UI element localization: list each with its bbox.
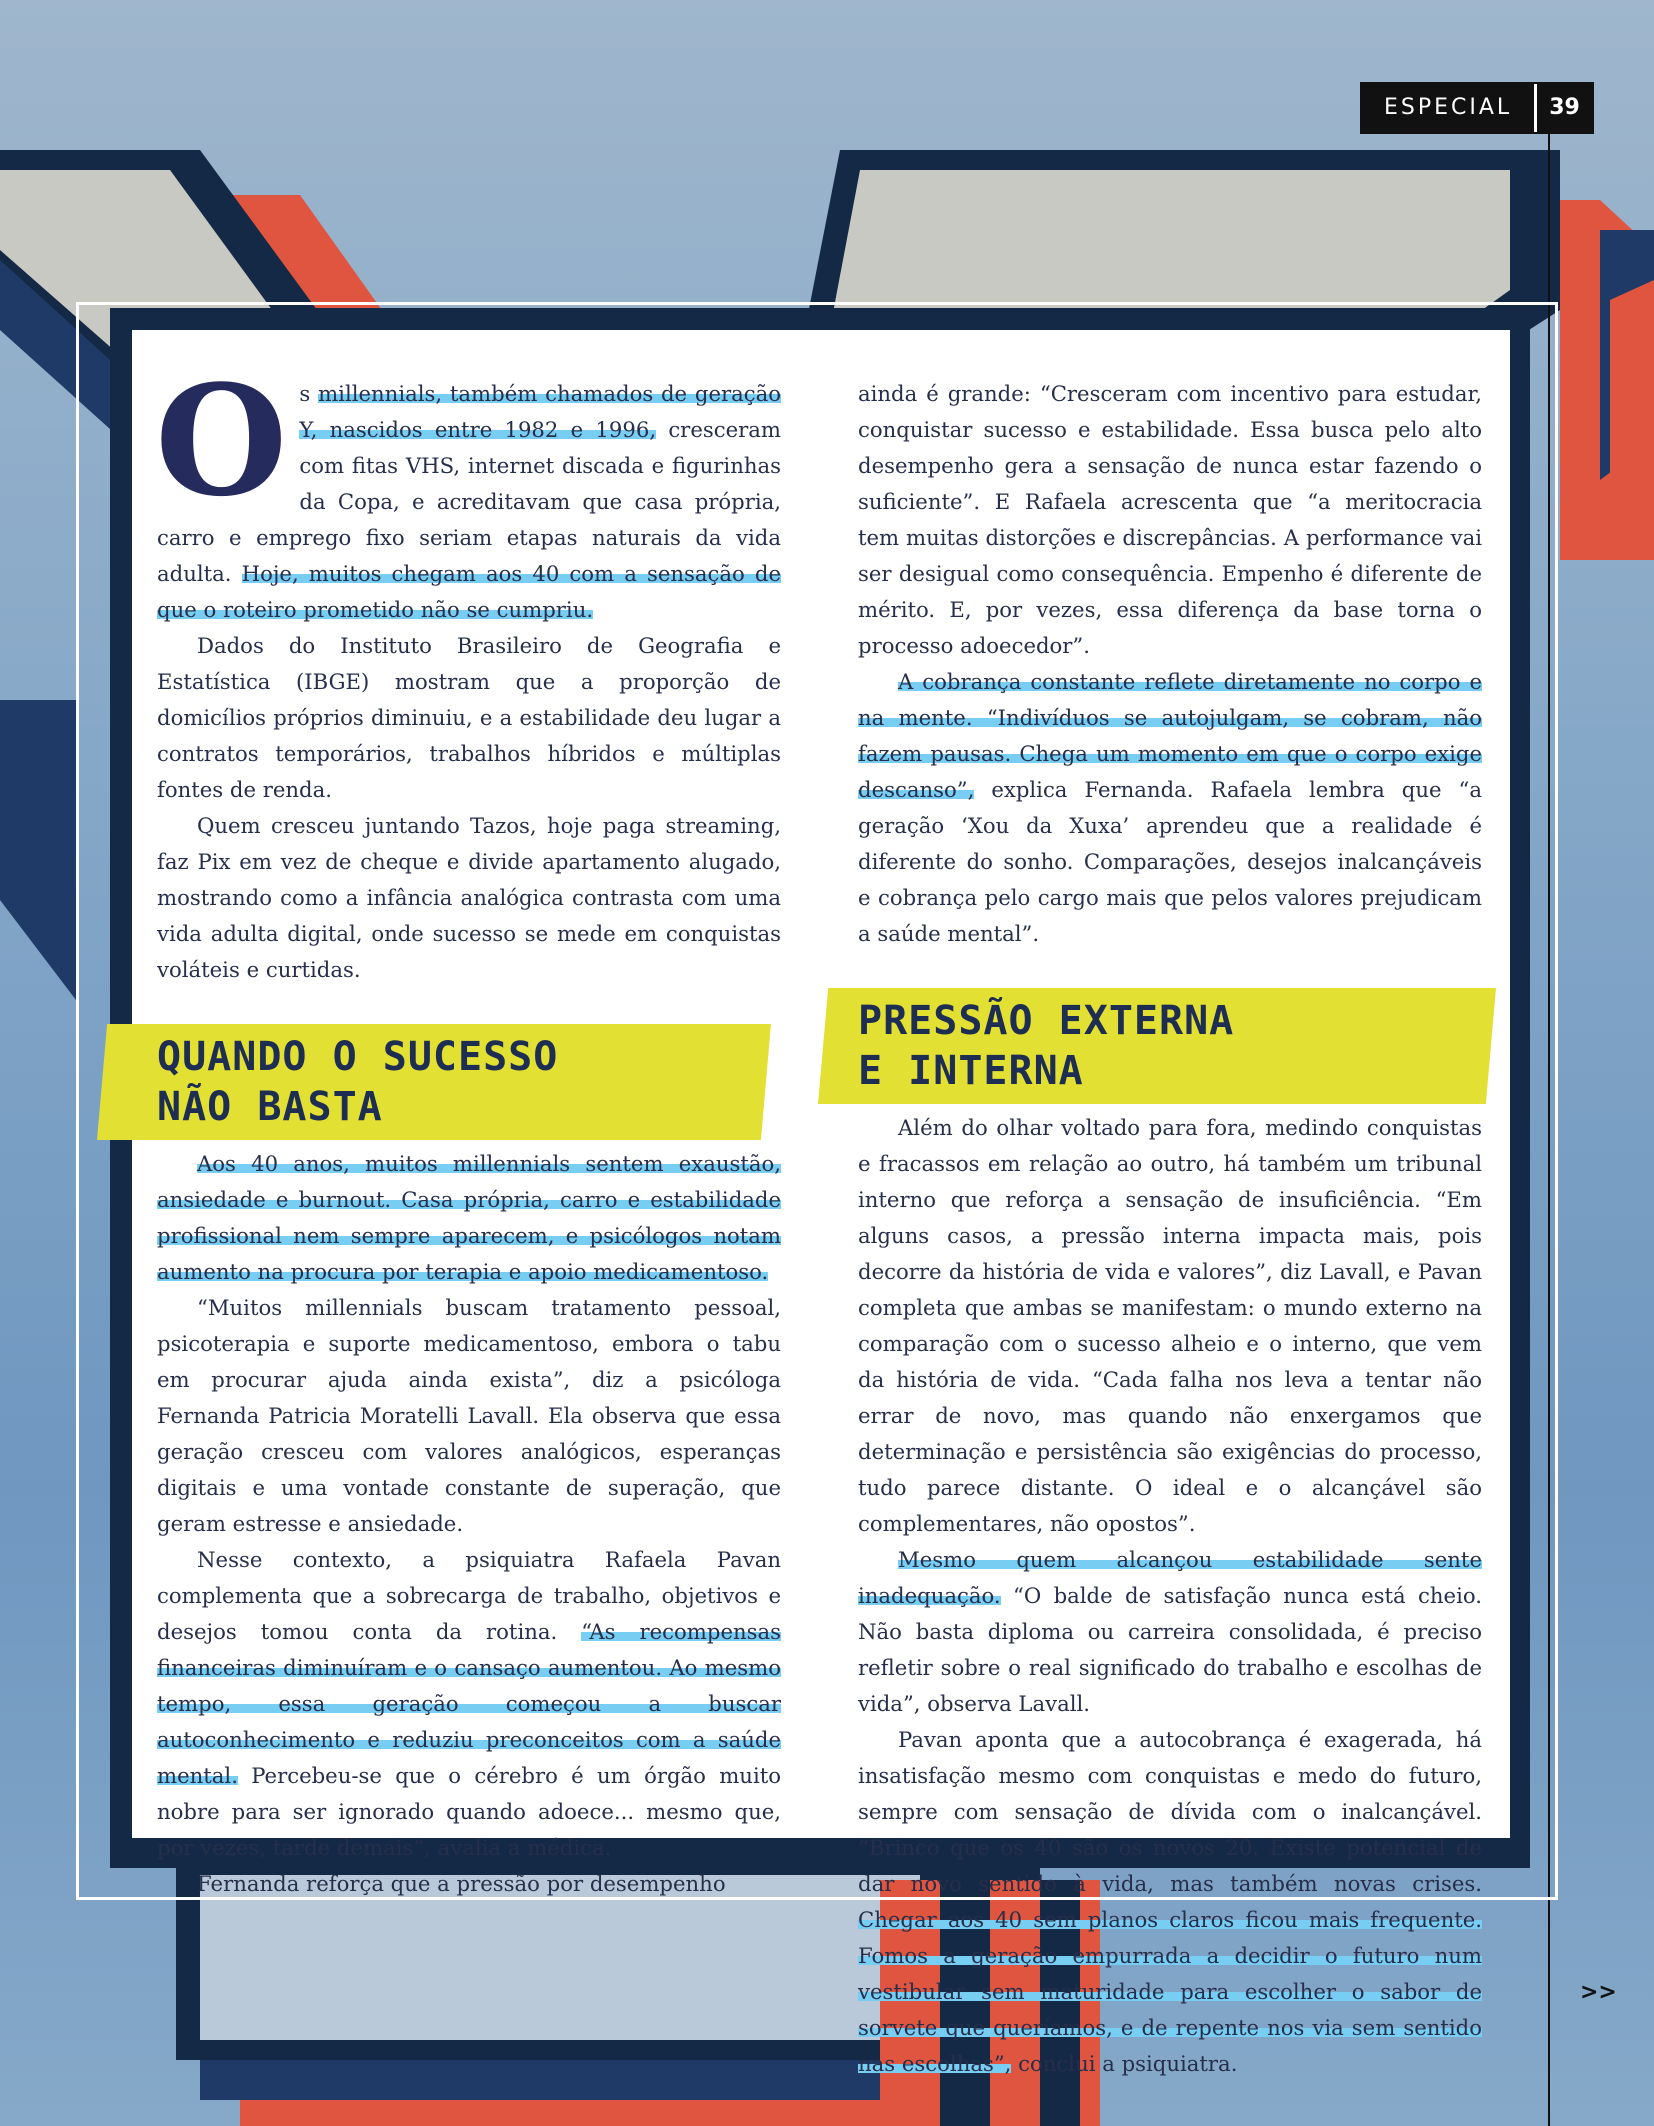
highlight-planos: Chegar aos 40 sem planos claros ficou mais frequente. Fomos a geração empurrada a decidir o futuro num vestibular sem maturidade para escolher o sabor de sorvete que queríamos, e de repente nos via sem sentido nas escolhas”, (858, 1907, 1482, 2076)
section-header-tag (1360, 82, 1594, 134)
section1-paragraph-3 (157, 1542, 781, 1866)
section2-p3-text-a: Pavan aponta que a autocobrança é exagerada, há insatisfação mesmo com conquistas e medo do futuro, sempre com sensação de dívida com o inalcançável. “Brinco que os 40 são os novos 20. Existe potencial de dar novo sentido à vida, mas também novas crises. (858, 1727, 1482, 1896)
heading-line-2: NÃO BASTA (157, 1084, 383, 1130)
section1-p3-text-b: Percebeu-se que o cérebro é um órgão muito nobre para ser ignorado quando adoece... mesmo que, por vezes, tarde demais”, avalia a médica. (157, 1763, 781, 1860)
intro-paragraph-1 (155, 351, 782, 628)
section2-p3-text-b: conclui a psiquiatra. (1011, 2051, 1238, 2076)
section2-p2-text: “O balde de satisfação nunca está cheio. Não basta diploma ou carreira consolidada, é preciso refletir sobre o real significado do trabalho e escolhas de vida”, observa Lavall. (858, 1583, 1482, 1716)
heading-line-1: PRESSÃO EXTERNA (858, 998, 1235, 1044)
intro-p1-text-b: cresceram com fitas VHS, internet discada e figurinhas da Copa, e acreditavam que casa própria, carro e emprego fixo seriam etapas naturais da vida adulta. (157, 417, 781, 586)
intro-p1-text-a: s (299, 381, 319, 406)
section1-paragraph-2: “Muitos millennials buscam tratamento pessoal, psicoterapia e suporte medicamentoso, embora o tabu em procurar ajuda ainda exista”, diz a psicóloga Fernanda Patricia Moratelli Lavall. Ela observa que essa geração cresceu com valores analógicos, esperanças digitais e uma vontade constante de superação, que geram estresse e ansiedade. (157, 1295, 781, 1536)
y-left-stripe-blue (0, 700, 76, 1000)
section-heading-quando-sucesso (157, 1024, 781, 1140)
article-column-left (155, 351, 782, 1902)
article-column-right (858, 376, 1482, 2082)
highlight-exaustao: Aos 40 anos, muitos millennials sentem exaustão, ansiedade e burnout. Casa própria, carro e estabilidade profissional nem sempre aparecem, e psicólogos notam aumento na procura por terapia e apoio medicamentoso. (157, 1151, 781, 1284)
page-number: 39 (1549, 95, 1580, 120)
section-heading-pressao (858, 988, 1482, 1104)
section2-paragraph-3 (858, 1722, 1482, 2082)
highlight-recompensas: “As recompensas financeiras diminuíram e o cansaço aumentou. Ao mesmo tempo, essa geração começou a buscar autoconhecimento e reduziu preconceitos com a saúde mental. (157, 1619, 782, 1788)
heading-line-1: QUANDO O SUCESSO (157, 1034, 559, 1080)
section-heading-text (858, 996, 1482, 1096)
y-right-arm-red-2 (1610, 280, 1654, 540)
section1-p5-text: explica Fernanda. Rafaela lembra que “a geração ‘Xou da Xuxa’ aprendeu que a realidade é diferente do sonho. Comparações, desejos inalcançáveis e cobrança pelo cargo mais que pelos valores prejudicam a saúde mental”. (858, 777, 1482, 946)
section1-paragraph-4-continued: ainda é grande: “Cresceram com incentivo para estudar, conquistar sucesso e estabilidade. Essa busca pelo alto desempenho gera a sensação de nunca estar fazendo o suficiente”. E Rafaela acrescenta que “a meritocracia tem muitas distorções e discrepâncias. A performance vai ser desigual como consequência. Empenho é diferente de mérito. E, por vezes, essa diferença da base torna o processo adoecedor”. (858, 381, 1482, 658)
drop-cap: O (155, 351, 288, 530)
section1-p3-text-a: Nesse contexto, a psiquiatra Rafaela Pavan complementa que a sobrecarga de trabalho, objetivos e desejos tomou conta da rotina. (157, 1547, 781, 1644)
section-name: ESPECIAL (1384, 95, 1513, 120)
highlight-inadequacao: Mesmo quem alcançou estabilidade sente inadequação. (858, 1547, 1482, 1608)
section2-paragraph-2 (858, 1542, 1482, 1722)
section1-paragraph-5 (858, 664, 1482, 952)
highlight-roteiro: Hoje, muitos chegam aos 40 com a sensação de que o roteiro prometido não se cumpriu. (157, 561, 781, 622)
section2-paragraph-1: Além do olhar voltado para fora, medindo conquistas e fracassos em relação ao outro, há também um tribunal interno que reforça a sensação de insuficiência. “Em alguns casos, a pressão interna impacta mais, pois decorre da história de vida e valores”, diz Lavall, e Pavan completa que ambas se manifestam: o mundo externo na comparação com o sucesso alheio e o interno, que vem da história de vida. “Cada falha nos leva a tentar não errar de novo, mas quando não enxergamos que determinação e persistência são exigências do processo, tudo parece distante. O ideal e o alcançável são complementares, não opostos”. (858, 1115, 1482, 1536)
continue-marker: >> (1580, 1980, 1617, 2005)
highlight-cobranca: A cobrança constante reflete diretamente no corpo e na mente. “Indivíduos se autojulgam, se cobram, não fazem pausas. Chega um momento em que o corpo exige descanso”, (858, 669, 1482, 802)
section1-paragraph-1 (157, 1146, 781, 1290)
section-heading-text (157, 1032, 781, 1132)
intro-paragraph-2: Dados do Instituto Brasileiro de Geografia e Estatística (IBGE) mostram que a proporção de domicílios próprios diminuiu, e a estabilidade deu lugar a contratos temporários, trabalhos híbridos e múltiplas fontes de renda. (157, 633, 781, 802)
section1-paragraph-4: Fernanda reforça que a pressão por desempenho (197, 1871, 726, 1896)
heading-line-2: E INTERNA (858, 1048, 1084, 1094)
intro-paragraph-3: Quem cresceu juntando Tazos, hoje paga streaming, faz Pix em vez de cheque e divide apartamento alugado, mostrando como a infância analógica contrasta com uma vida adulta digital, onde sucesso se mede em conquistas voláteis e curtidas. (157, 813, 781, 982)
highlight-birth-years: millennials, também chamados de geração Y, nascidos entre 1982 e 1996, (299, 381, 782, 442)
